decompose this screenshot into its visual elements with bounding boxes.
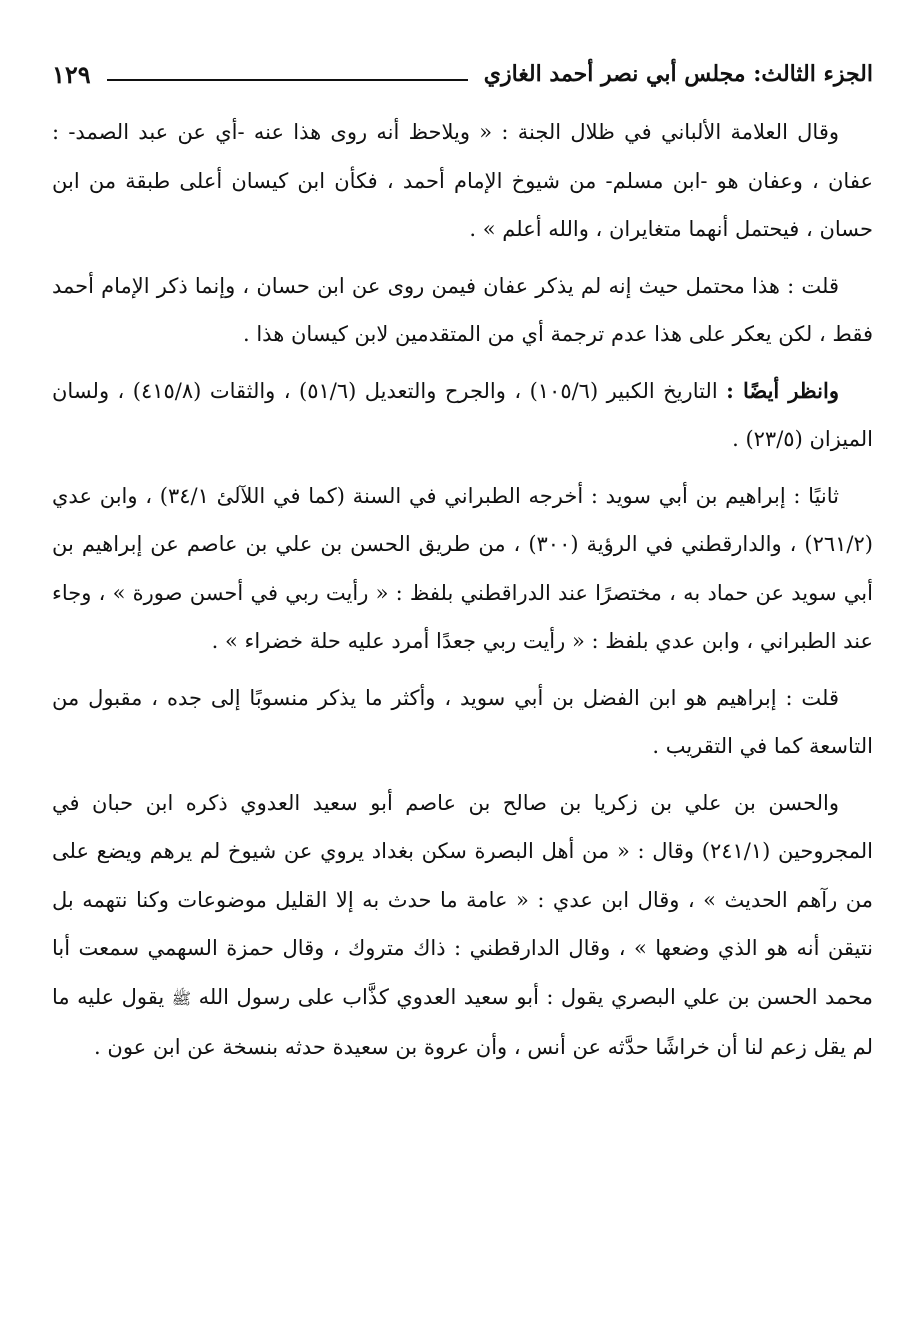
- page-body: [52, 108, 873, 1072]
- paragraph-note-ibrahim: [52, 674, 873, 771]
- salawat-ligature: ﷺ: [171, 988, 192, 1008]
- page-number: ١٢٩: [52, 59, 91, 89]
- paragraph-note-ibn-kaysan: [52, 262, 873, 359]
- paragraph-text: قلت : إبراهيم هو ابن الفضل بن أبي سويد ، وأكثر ما يذكر منسوبًا إلى جده ، مقبول من التاسعة كما في التقريب .: [52, 685, 873, 758]
- paragraph-text: وقال العلامة الألباني في ظلال الجنة : « ويلاحظ أنه روى هذا عنه -أي عن عبد الصمد- : عفان ، وعفان هو -ابن مسلم- من شيوخ الإمام أحمد ، فكأن ابن كيسان أعلى طبقة من ابن حسان ، فيحتمل أنهما متغايران ، والله أعلم » .: [52, 120, 873, 241]
- paragraph-second-narration: [52, 472, 873, 666]
- paragraph-text: يقول عليه ما لم يقل زعم لنا أن خراشًا حدَّثه عن أنس ، وأن عروة بن سعيدة حدثه بنسخة عن ابن عون .: [52, 984, 873, 1059]
- header-rule: [107, 79, 468, 81]
- paragraph-hasan-adawi: [52, 779, 873, 1072]
- paragraph-text: ثانيًا : إبراهيم بن أبي سويد : أخرجه الطبراني في السنة (كما في اللآلئ ٣٤/١) ، وابن عدي (٢٦١/٢) ، والدارقطني في الرؤية (٣٠٠) ، من طريق الحسن بن علي بن عاصم عن إبراهيم بن أبي سويد عن حماد به ، مختصرًا عند الدراقطني بلفظ : « رأيت ربي في أحسن صورة » ، وجاء عند الطبراني ، وابن عدي بلفظ : « رأيت ربي جعدًا أمرد عليه حلة خضراء » .: [52, 483, 873, 653]
- paragraph-text: والحسن بن علي بن زكريا بن صالح بن عاصم أبو سعيد العدوي ذكره ابن حبان في المجروحين (٢٤١/١) وقال : « من أهل البصرة سكن بغداد يروي عن شيوخ لم يرهم ويضع على من رآهم الحديث » ، وقال ابن عدي : « عامة ما حدث به إلا القليل موضوعات وكنا نتهمه بل نتيقن أنه هو الذي وضعها » ، وقال الدارقطني : ذاك متروك ، وقال حمزة السهمي سمعت أبا محمد الحسن بن علي البصري يقول : أبو سعيد العدوي كذَّاب على رسول الله: [52, 790, 873, 1009]
- page-header: [52, 52, 873, 96]
- paragraph-text: قلت : هذا محتمل حيث إنه لم يذكر عفان فيمن روى عن ابن حسان ، وإنما ذكر الإمام أحمد فقط ، لكن يعكر على هذا عدم ترجمة أي من المتقدمين لابن كيسان هذا .: [52, 273, 873, 346]
- running-title: الجزء الثالث: مجلس أبي نصر أحمد الغازي: [483, 61, 873, 87]
- paragraph-albani-quote: [52, 108, 873, 254]
- paragraph-text: التاريخ الكبير (١٠٥/٦) ، والجرح والتعديل (٥١/٦) ، والثقات (٤١٥/٨) ، ولسان الميزان (٢٣/٥) .: [52, 378, 873, 451]
- paragraph-see-also: [52, 367, 873, 464]
- see-also-lead: وانظر أيضًا :: [726, 377, 839, 403]
